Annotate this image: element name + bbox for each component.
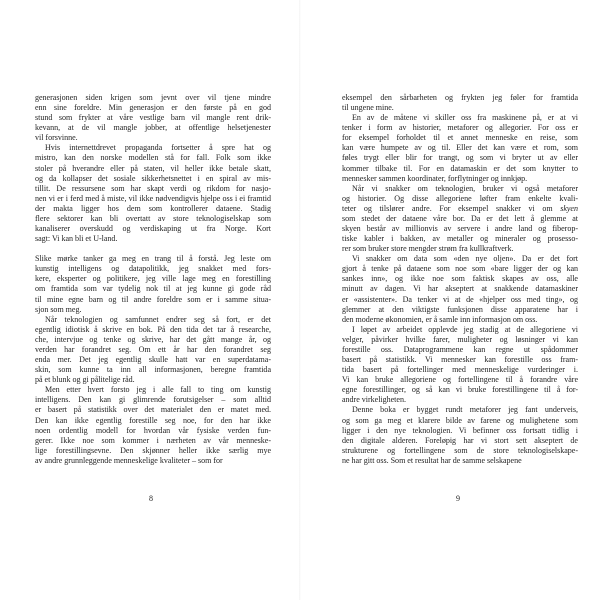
- text-line: Vi snakker om data som «den nye oljen». Da er det fort: [352, 254, 578, 264]
- left-page-text: [35, 93, 271, 466]
- text-line: andre virkeligheten.: [342, 395, 406, 405]
- text-line: til mine egne barn og til andre foreldre som er i samme situa-: [35, 294, 271, 304]
- text-line: kommer tilbake til. For en datamaskin er det som knytter to: [342, 163, 578, 173]
- text-line: for eksempel forholdet til et annet menneske en reise, som: [342, 133, 578, 143]
- text-line: enda mer. Det jeg egentlig skulle hatt var en superdatama-: [35, 355, 271, 365]
- text-line: tida basert på fortellinger med menneskelige vurderinger i.: [342, 365, 578, 375]
- text-line: ne har gitt oss. Som et resultat har de samme selskapene: [342, 455, 522, 465]
- text-line: Vi kan bruke allegoriene og fortellingene til å forandre våre: [342, 375, 578, 385]
- text-line: sagt: Vi kan bli et U-land.: [35, 234, 118, 244]
- text-line: minutt av dagen. Vi har akseptert at snakkende datamaskiner: [342, 284, 578, 294]
- text-line: kere, eksperter og politikere, jeg ville lage meg en forestilling: [35, 274, 271, 284]
- text-line: og da kollapser det sosiale sikkerhetsnettet i en spiral av mis-: [35, 173, 271, 183]
- text-line: ligger i den nye teknologien. Vi befinner oss fortsatt tidlig i: [342, 425, 578, 435]
- text-line: egentlig idiotisk å skrive en bok. På den tida det tar å researche,: [35, 324, 271, 334]
- right-page-text: [342, 93, 578, 466]
- text-line: som stedet der dataene våre bor. Da er det lett å glemme at: [342, 213, 578, 223]
- text-line: skyen består av millionvis av servere i andre land og fiberop-: [342, 224, 578, 234]
- text-line: tenker i form av historier, metaforer og allegorier. For oss er: [342, 123, 578, 133]
- right-page-number: 9: [456, 494, 460, 503]
- text-line: generasjonen siden krigen som jevnt over vil tjene mindre: [35, 93, 271, 102]
- text-line: skin, som kunne ta inn all informasjonen, beregne framtida: [35, 365, 271, 375]
- text-line: Den kan ikke egentlig forestille seg noe, for den har ikke: [35, 415, 271, 425]
- text-line: gerer. Ikke noe som kommer i nærheten av vår menneske-: [35, 435, 271, 445]
- text-line: den moderne økonomien, er å samle inn informasjon om oss.: [342, 314, 538, 324]
- paragraph-break: [35, 244, 271, 254]
- text-line: sjon som meg.: [35, 304, 82, 314]
- text-line: Slike mørke tanker ga meg en trang til å forstå. Jeg leste om: [35, 254, 271, 264]
- text-line: vil forsvinne.: [35, 133, 78, 143]
- text-line: velger, påvirker hvilke farer, muligheter og løsninger vi kan: [342, 334, 578, 344]
- text-line: kevann, at de vil mangle jobber, at offentlige helsetjenester: [35, 123, 271, 133]
- text-line: der makta ligger hos dem som kontrollerer dataene. Stadig: [35, 203, 271, 213]
- text-line: eksempel den sårbarheten og frykten jeg føler for framtida: [342, 93, 578, 102]
- text-line: og som ga meg et klarere bilde av farene og mulighetene som: [342, 415, 578, 425]
- text-line: til ungene mine.: [342, 103, 394, 113]
- text-line: rer som bruker store mengder strøm fra kullkraftverk.: [342, 244, 514, 254]
- text-line: En av de måtene vi skiller oss fra maskinene på, er at vi: [352, 113, 578, 123]
- text-line: glemmer at den viktigste funksjonen disse apparatene har i: [342, 304, 578, 314]
- text-line: er basert på statistikk over det materialet den er matet med.: [35, 405, 271, 415]
- text-line: I løpet av arbeidet opplevde jeg stadig at de allegoriene vi: [352, 324, 578, 334]
- text-line: egne forestillinger, og så kan vi bruke forestillingene til å for-: [342, 385, 578, 395]
- text-line: er «assistenter». Da tenker vi at de «hjelper oss med ting», og: [342, 294, 578, 304]
- text-line: og historier. Og disse allegoriene løfter fram enkelte kvali-: [342, 193, 578, 203]
- text-line: lige forestillingsevne. Den skjønner heller ikke særlig mye: [35, 445, 271, 455]
- text-line: den digitale alderen. Foreløpig har vi stort sett akseptert de: [342, 435, 578, 445]
- text-line: kanaliserer overskudd og verdiskaping ut fra Norge. Kort: [35, 224, 271, 234]
- text-line: gjort å tenke på dataene som noe som «bare ligger der og kan: [342, 264, 578, 274]
- text-line: sankes inn», og ikke noe som faktisk skapes av oss, alle: [342, 274, 578, 284]
- text-line: teter og tilslører andre. For eksempel snakker vi om skyen: [342, 203, 578, 213]
- text-line: stund som frykter at våre vestlige barn vil mangle rent drik-: [35, 113, 271, 123]
- text-line: noen ordentlig modell for hvordan vår fysiske verden fun-: [35, 425, 271, 435]
- text-line: Når teknologien og samfunnet endrer seg så fort, er det: [45, 314, 271, 324]
- text-line: Men etter hvert forsto jeg i alle fall to ting om kunstig: [45, 385, 271, 395]
- text-line: strukturene og fortellingene som de store teknologiselskape-: [342, 445, 578, 455]
- text-line: tillit. De ressursene som har skapt verdi og rikdom for nasjo-: [35, 183, 271, 193]
- left-page-number: 8: [149, 494, 153, 503]
- text-line: nen vi er i ferd med å miste, vil ikke nødvendigvis hjelpe oss i ei framtid: [35, 193, 271, 203]
- text-line: basert på statistikk. Vi mennesker kan forestille oss fram-: [342, 355, 578, 365]
- text-line: av andre grunnleggende menneskelige kvaliteter – som for: [35, 455, 223, 465]
- text-line: stoler på hverandre eller på staten, vil heller ikke betale skatt,: [35, 163, 271, 173]
- text-line: flere sektorer kan bli overtatt av store teknologiselskap som: [35, 213, 271, 223]
- text-line: føles trygt eller blir for trangt, og som vi bryter ut av eller: [342, 153, 578, 163]
- text-line: Hvis internettdrevet propaganda fortsetter å spre hat og: [45, 143, 271, 153]
- right-page: [300, 0, 600, 600]
- text-line: kan være humpete av og til. Eller det kan være et rom, som: [342, 143, 578, 153]
- text-line: på et blunk og gi pålitelige råd.: [35, 375, 135, 385]
- text-line: che, intervjue og tenke og skrive, har det gått mange år, og: [35, 334, 271, 344]
- text-line: Denne boka er bygget rundt metaforer jeg fant underveis,: [352, 405, 578, 415]
- text-line: kunstig intelligens og datapolitikk, jeg snakket med fors-: [35, 264, 271, 274]
- text-line: om framtida som var tydelig nok til at jeg kunne gi gode råd: [35, 284, 271, 294]
- text-line: verden har forandret seg. Om ett år har den forandret seg: [35, 344, 271, 354]
- text-line: Når vi snakker om teknologien, bruker vi også metaforer: [352, 183, 578, 193]
- text-line: enn sine foreldre. Min generasjon er den første på en god: [35, 103, 271, 113]
- text-line: tiske kabler i bakken, av metaller og mineraler og prosesso-: [342, 234, 578, 244]
- text-line: mistro, kan den norske modellen stå for fall. Folk som ikke: [35, 153, 271, 163]
- text-line: intelligens. Den kan gi glimrende forutsigelser – som alltid: [35, 395, 271, 405]
- text-line: forestille oss. Dataprogrammene kan regne ut spådommer: [342, 344, 578, 354]
- text-line: mennesker sammen koordinater, forflytninger og innkjøp.: [342, 173, 528, 183]
